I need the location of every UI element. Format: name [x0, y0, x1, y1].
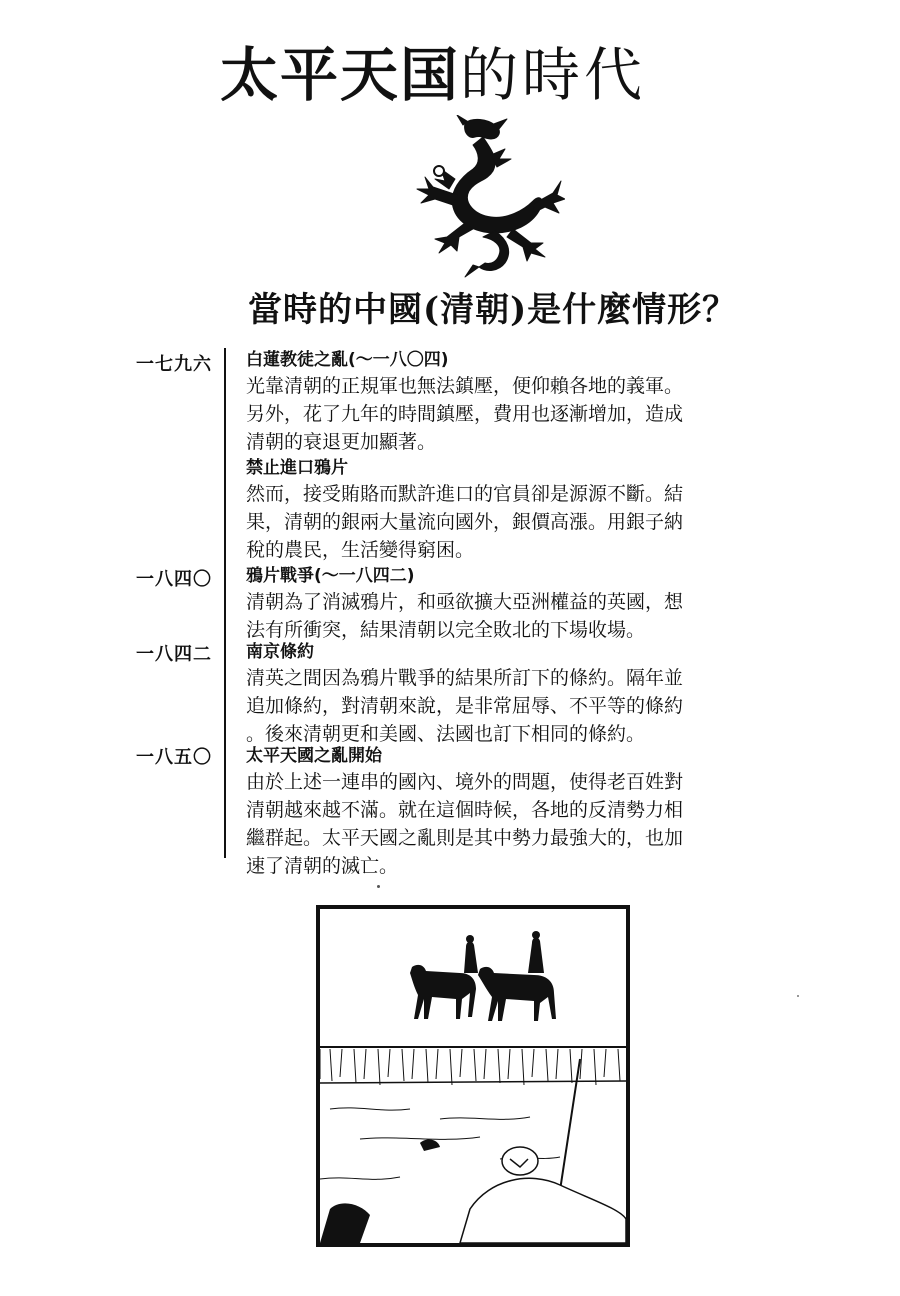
- print-speck: [797, 995, 799, 997]
- timeline-entry: [246, 456, 683, 564]
- event-description: 清英之間因為鴉片戰爭的結果所訂下的條約。隔年並 追加條約，對清朝來說，是非常屈辱、不平等的條約 。後來清朝更和美國、法國也訂下相同的條約。: [246, 667, 684, 745]
- event-description: 然而，接受賄賂而默許進口的官員卻是源源不斷。結 果，清朝的銀兩大量流向國外，銀價高漲。用銀子納 稅的農民，生活變得窮困。: [246, 483, 684, 561]
- event-description: 由於上述一連串的國內、境外的問題，使得老百姓對 清朝越來越不滿。就在這個時候，各地的反清勢力相 繼群起。太平天國之亂則是其中勢力最強大的，也加 速了清朝的滅亡。: [246, 771, 684, 877]
- title-light-part: 的時代: [460, 41, 647, 109]
- event-title: 禁止進口鴉片: [246, 458, 348, 478]
- timeline-entry: [246, 564, 683, 644]
- print-speck: [377, 885, 380, 888]
- timeline-divider: [224, 348, 226, 858]
- timeline-entry: [246, 348, 683, 456]
- timeline-year: 一八五〇: [136, 747, 212, 768]
- event-description: 清朝為了消滅鴉片，和亟欲擴大亞洲權益的英國，想 法有所衝突，結果清朝以完全敗北的下場收場。: [246, 591, 684, 641]
- event-title: 白蓮教徒之亂(〜一八〇四): [246, 350, 449, 370]
- timeline-year: 一七九六: [136, 354, 212, 375]
- page-title: [220, 30, 760, 110]
- title-bold-part: 太平天国: [220, 41, 461, 109]
- timeline-entry: [246, 744, 683, 880]
- event-title: 南京條約: [246, 642, 314, 662]
- timeline-year: 一八四〇: [136, 569, 212, 590]
- timeline-entry: [246, 640, 683, 748]
- event-title: 太平天國之亂開始: [246, 746, 382, 766]
- manga-panel: [316, 905, 630, 1247]
- event-title: 鴉片戰爭(〜一八四二): [246, 566, 415, 586]
- section-subtitle: 當時的中國(清朝)是什麼情形？: [248, 290, 738, 330]
- manga-panel-illustration: [320, 909, 626, 1243]
- timeline-year: 一八四二: [136, 644, 212, 665]
- dragon-illustration: [395, 115, 565, 280]
- event-description: 光靠清朝的正規軍也無法鎮壓，便仰賴各地的義軍。 另外，花了九年的時間鎮壓，費用也逐漸增加，造成 清朝的衰退更加顯著。: [246, 375, 684, 453]
